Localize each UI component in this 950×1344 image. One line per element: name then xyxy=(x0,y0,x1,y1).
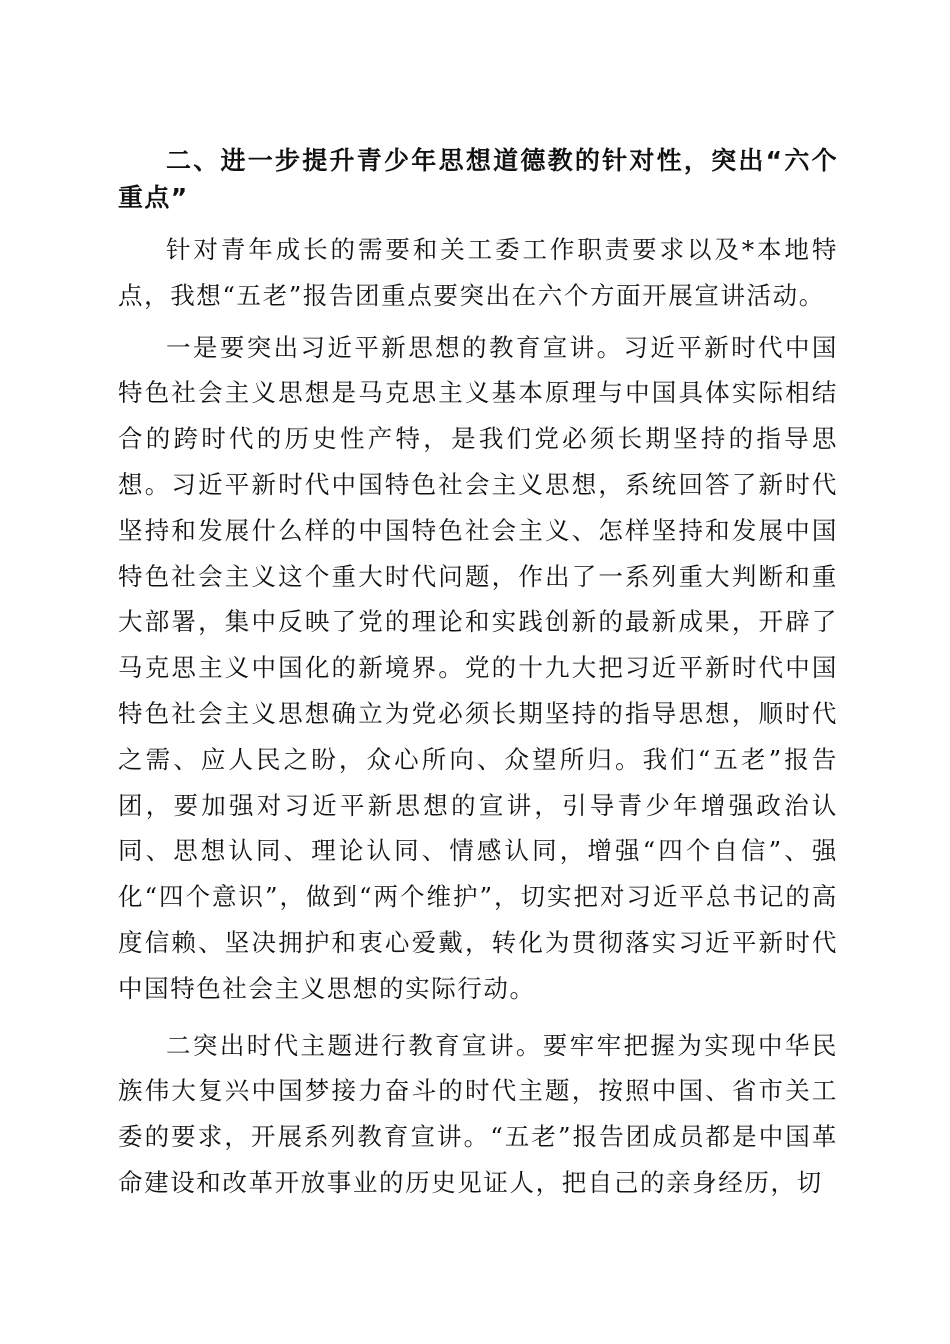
paragraph-text: 要牢牢把握为实现中华民族伟大复兴中国梦接力奋斗的时代主题，按照中国、省市关工委的要求，开展系列教育宣讲。“五老”报告团成员都是中国革命建设和改革开放事业的历史见证人，把自己的亲身经历，切 xyxy=(118,1030,838,1197)
paragraph-text: 针对青年成长的需要和关工委工作职责要求以及*本地特点，我想“五老”报告团重点要突出在六个方面开展宣讲活动。 xyxy=(118,235,838,310)
section-heading: 二、进一步提升青少年思想道德教的针对性，突出“六个重点” xyxy=(118,146,838,212)
paragraph-lead: 二突出时代主题进行教育宣讲。 xyxy=(166,1030,543,1060)
paragraph-point-one xyxy=(118,325,838,1012)
paragraph-text: 习近平新时代中国特色社会主义思想是马克思主义基本原理与中国具体实际相结合的跨时代的历史性产特，是我们党必须长期坚持的指导思想。习近平新时代中国特色社会主义思想，系统回答了新时代坚持和发展什么样的中国特色社会主义、怎样坚持和发展中国特色社会主义这个重大时代问题，作出了一系列重大判断和重大部署，集中反映了党的理论和实践创新的最新成果，开辟了马克思主义中国化的新境界。党的十九大把习近平新时代中国特色社会主义思想确立为党必须长期坚持的指导思想，顺时代之需、应人民之盼，众心所向、众望所归。我们“五老”报告团，要加强对习近平新思想的宣讲，引导青少年增强政治认同、思想认同、理论认同、情感认同，增强“四个自信”、强化“四个意识”，做到“两个维护”，切实把对习近平总书记的高度信赖、坚决拥护和衷心爱戴，转化为贯彻落实习近平新时代中国特色社会主义思想的实际行动。 xyxy=(118,332,838,1003)
paragraph-intro xyxy=(118,227,838,319)
paragraph-lead: 一是要突出习近平新思想的教育宣讲。 xyxy=(166,332,624,362)
document-body xyxy=(118,142,838,1217)
paragraph-point-two xyxy=(118,1023,838,1206)
